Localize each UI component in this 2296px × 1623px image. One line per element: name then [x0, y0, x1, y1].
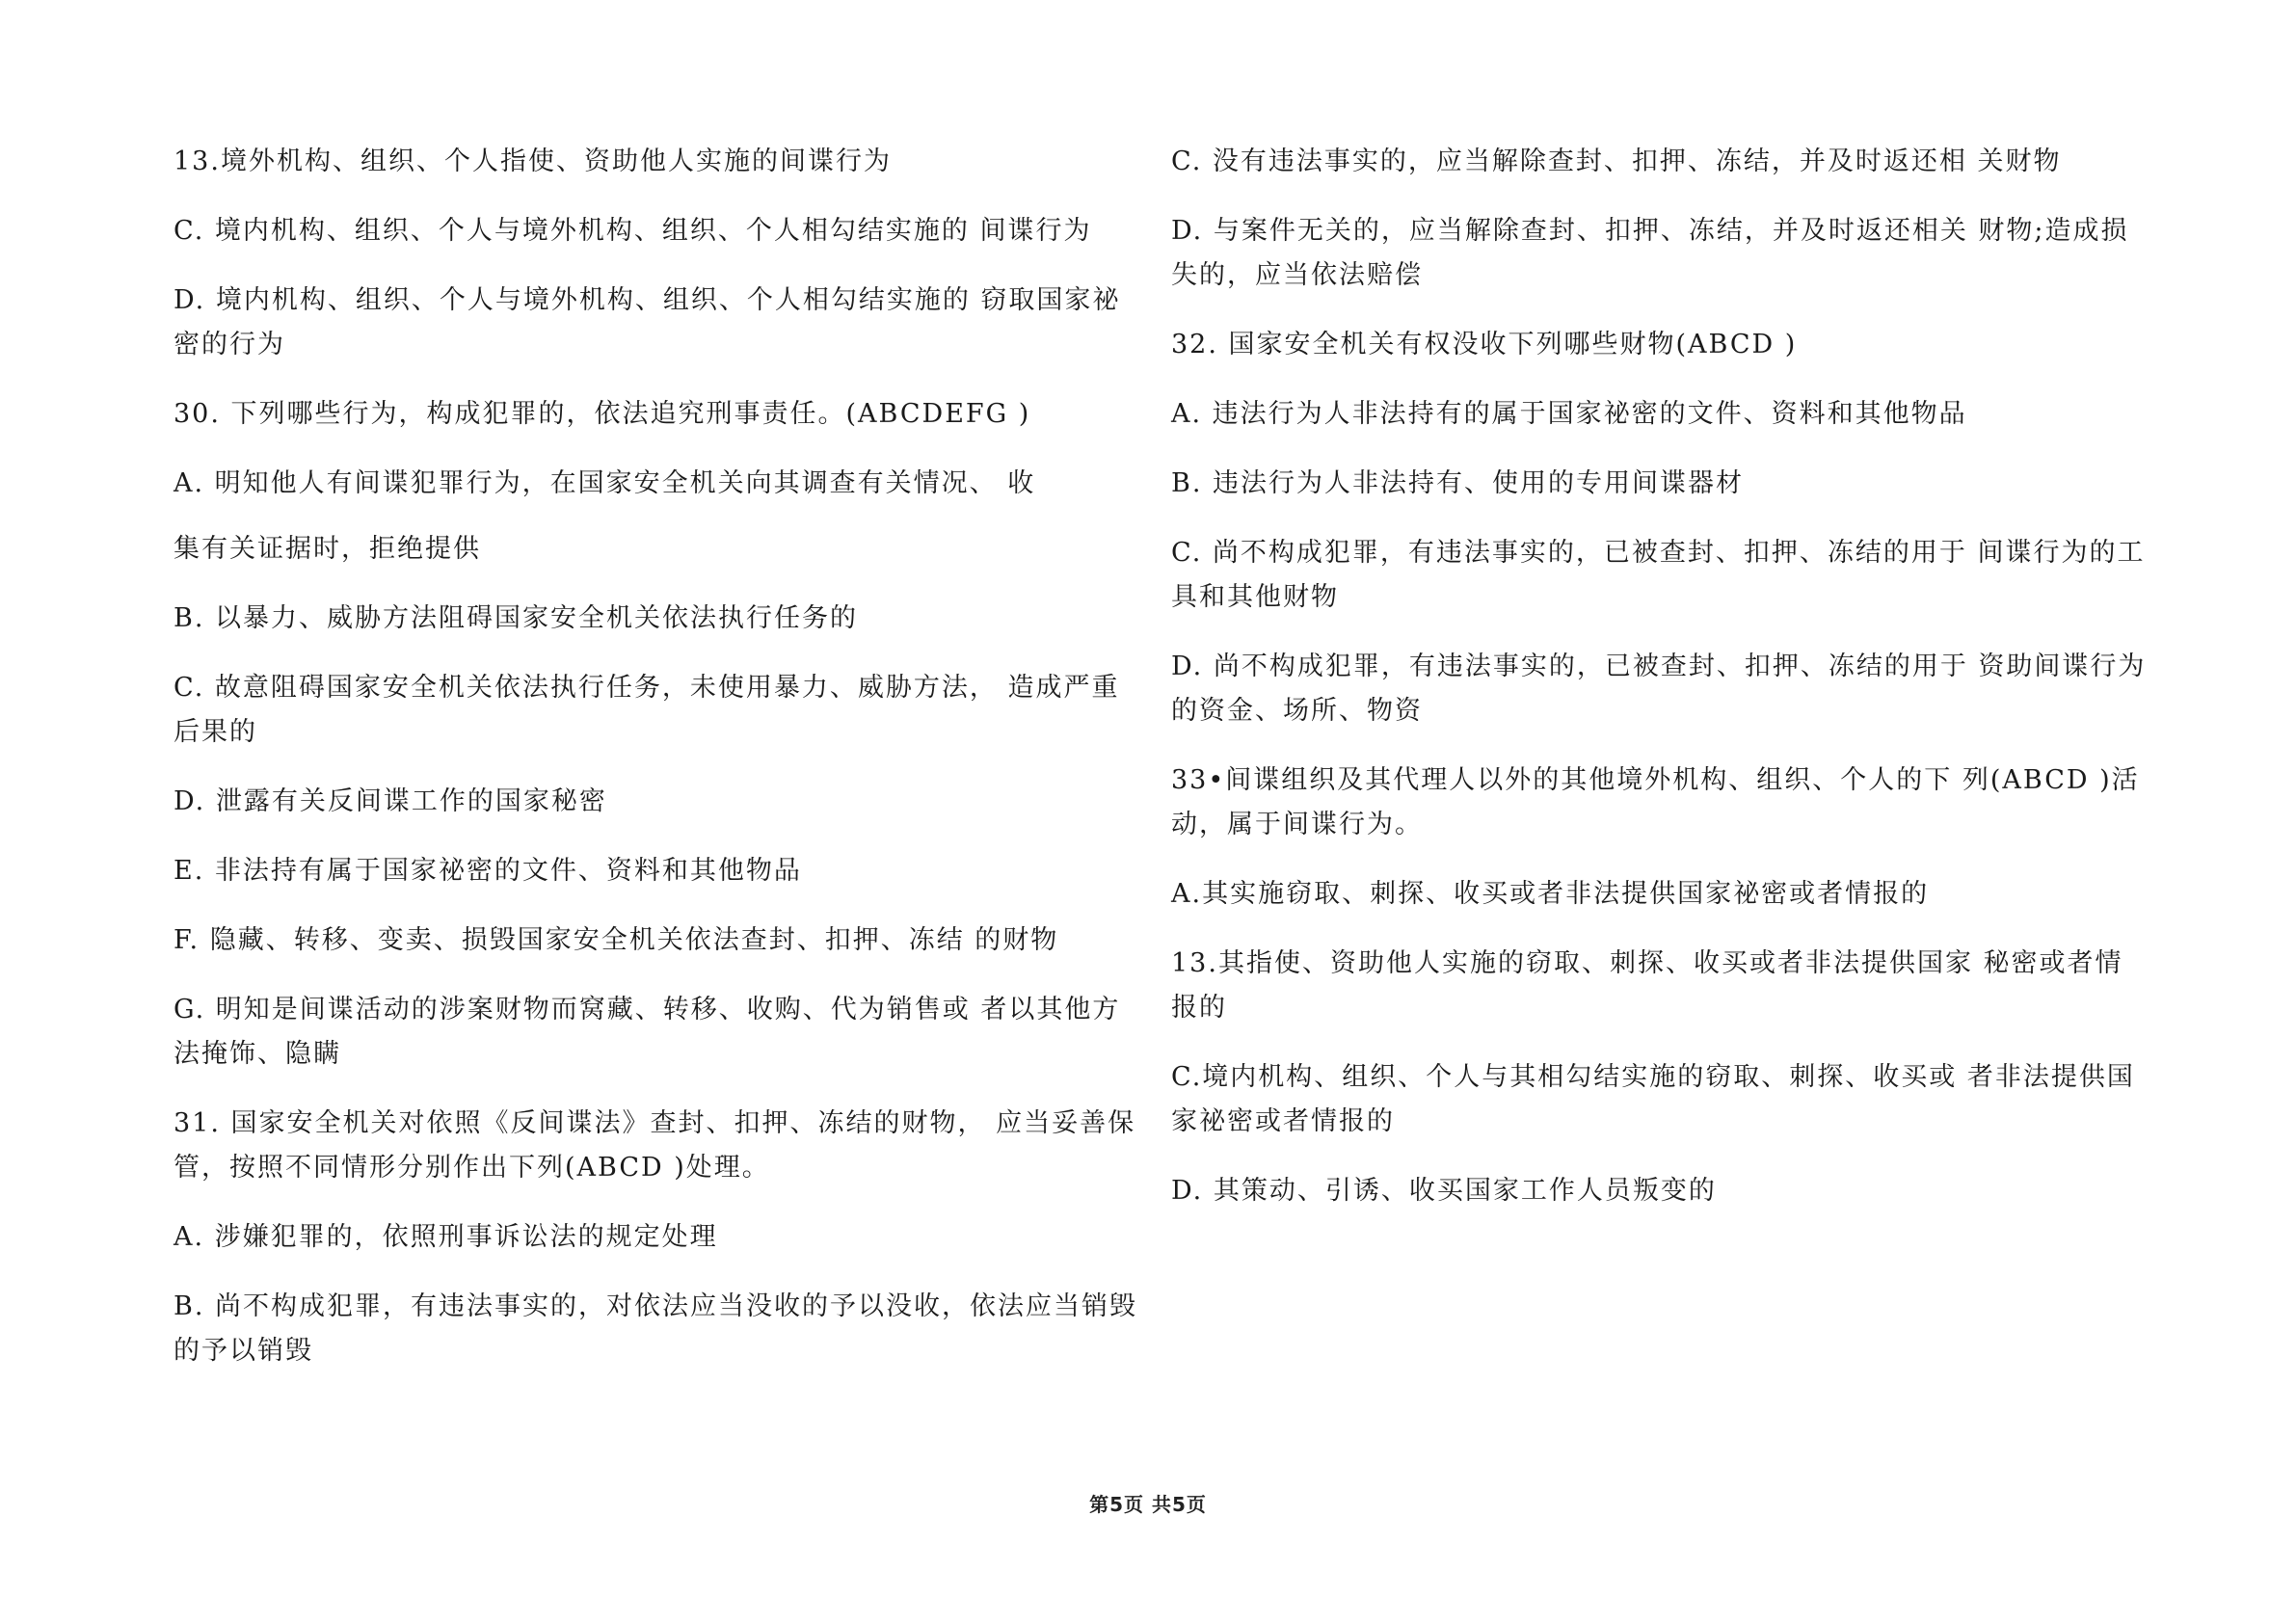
paragraph: D. 尚不构成犯罪，有违法事实的，已被查封、扣押、冻结的用于 资助间谍行为的资金、场所、物资	[1171, 652, 2147, 726]
question-31: 31. 国家安全机关对依照《反间谍法》查封、扣押、冻结的财物， 应当妥善保管，按照不同情形分别作出下列(ABCD )处理。	[174, 1108, 1136, 1183]
paragraph: B. 尚不构成犯罪，有违法事实的，对依法应当没收的予以没收，依法应当销毁的予以销毁	[174, 1291, 1138, 1366]
page-number-footer: 第5页 共5页	[1089, 1493, 1207, 1516]
paragraph: D. 与案件无关的，应当解除查封、扣押、冻结，并及时返还相关 财物;造成损失的，应当依法赔偿	[1171, 216, 2129, 290]
paragraph: D. 泄露有关反间谍工作的国家秘密	[174, 786, 607, 816]
paragraph: B. 违法行为人非法持有、使用的专用间谍器材	[1171, 468, 1745, 498]
paragraph: A. 明知他人有间谍犯罪行为，在国家安全机关向其调查有关情况、 收	[174, 468, 1036, 498]
paragraph: A. 涉嫌犯罪的，依照刑事诉讼法的规定处理	[174, 1222, 718, 1252]
paragraph: E. 非法持有属于国家祕密的文件、资料和其他物品	[174, 856, 802, 886]
left-column	[174, 140, 1137, 1398]
paragraph: C. 没有违法事实的，应当解除查封、扣押、冻结，并及时返还相 关财物	[1171, 146, 2062, 176]
paragraph: C. 故意阻碍国家安全机关依法执行任务，未使用暴力、威胁方法， 造成严重后果的	[174, 673, 1120, 747]
paragraph: C. 境内机构、组织、个人与境外机构、组织、个人相勾结实施的 间谍行为	[174, 216, 1092, 246]
question-33: 33•间谍组织及其代理人以外的其他境外机构、组织、个人的下 列(ABCD )活动，属于间谍行为。	[1171, 765, 2140, 839]
paragraph: B. 以暴力、威胁方法阻碍国家安全机关依法执行任务的	[174, 603, 859, 633]
paragraph: G. 明知是间谍活动的涉案财物而窝藏、转移、收购、代为销售或 者以其他方法掩饰、隐瞒	[174, 995, 1121, 1069]
paragraph: A.其实施窃取、刺探、收买或者非法提供国家祕密或者情报的	[1171, 879, 1930, 909]
paragraph: D. 其策动、引诱、收买国家工作人员叛变的	[1171, 1176, 1717, 1206]
paragraph: 集有关证据时，拒绝提供	[174, 534, 481, 564]
paragraph: D. 境内机构、组织、个人与境外机构、组织、个人相勾结实施的 窃取国家祕密的行为	[174, 285, 1121, 359]
right-column	[1171, 140, 2149, 1238]
paragraph: 13.境外机构、组织、个人指使、资助他人实施的间谍行为	[174, 146, 892, 176]
paragraph: F. 隐藏、转移、变卖、损毁国家安全机关依法查封、扣押、冻结 的财物	[174, 925, 1059, 955]
paragraph: C.境内机构、组织、个人与其相勾结实施的窃取、刺探、收买或 者非法提供国家祕密或者情报的	[1171, 1062, 2135, 1136]
paragraph: C. 尚不构成犯罪，有违法事实的，已被查封、扣押、冻结的用于 间谍行为的工具和其他财物	[1171, 538, 2146, 612]
question-30: 30. 下列哪些行为，构成犯罪的，依法追究刑事责任。(ABCDEFG )	[174, 399, 1031, 429]
paragraph: A. 违法行为人非法持有的属于国家祕密的文件、资料和其他物品	[1171, 399, 1967, 429]
paragraph: 13.其指使、资助他人实施的窃取、刺探、收买或者非法提供国家 秘密或者情报的	[1171, 948, 2123, 1023]
question-32: 32. 国家安全机关有权没收下列哪些财物(ABCD )	[1171, 330, 1798, 359]
